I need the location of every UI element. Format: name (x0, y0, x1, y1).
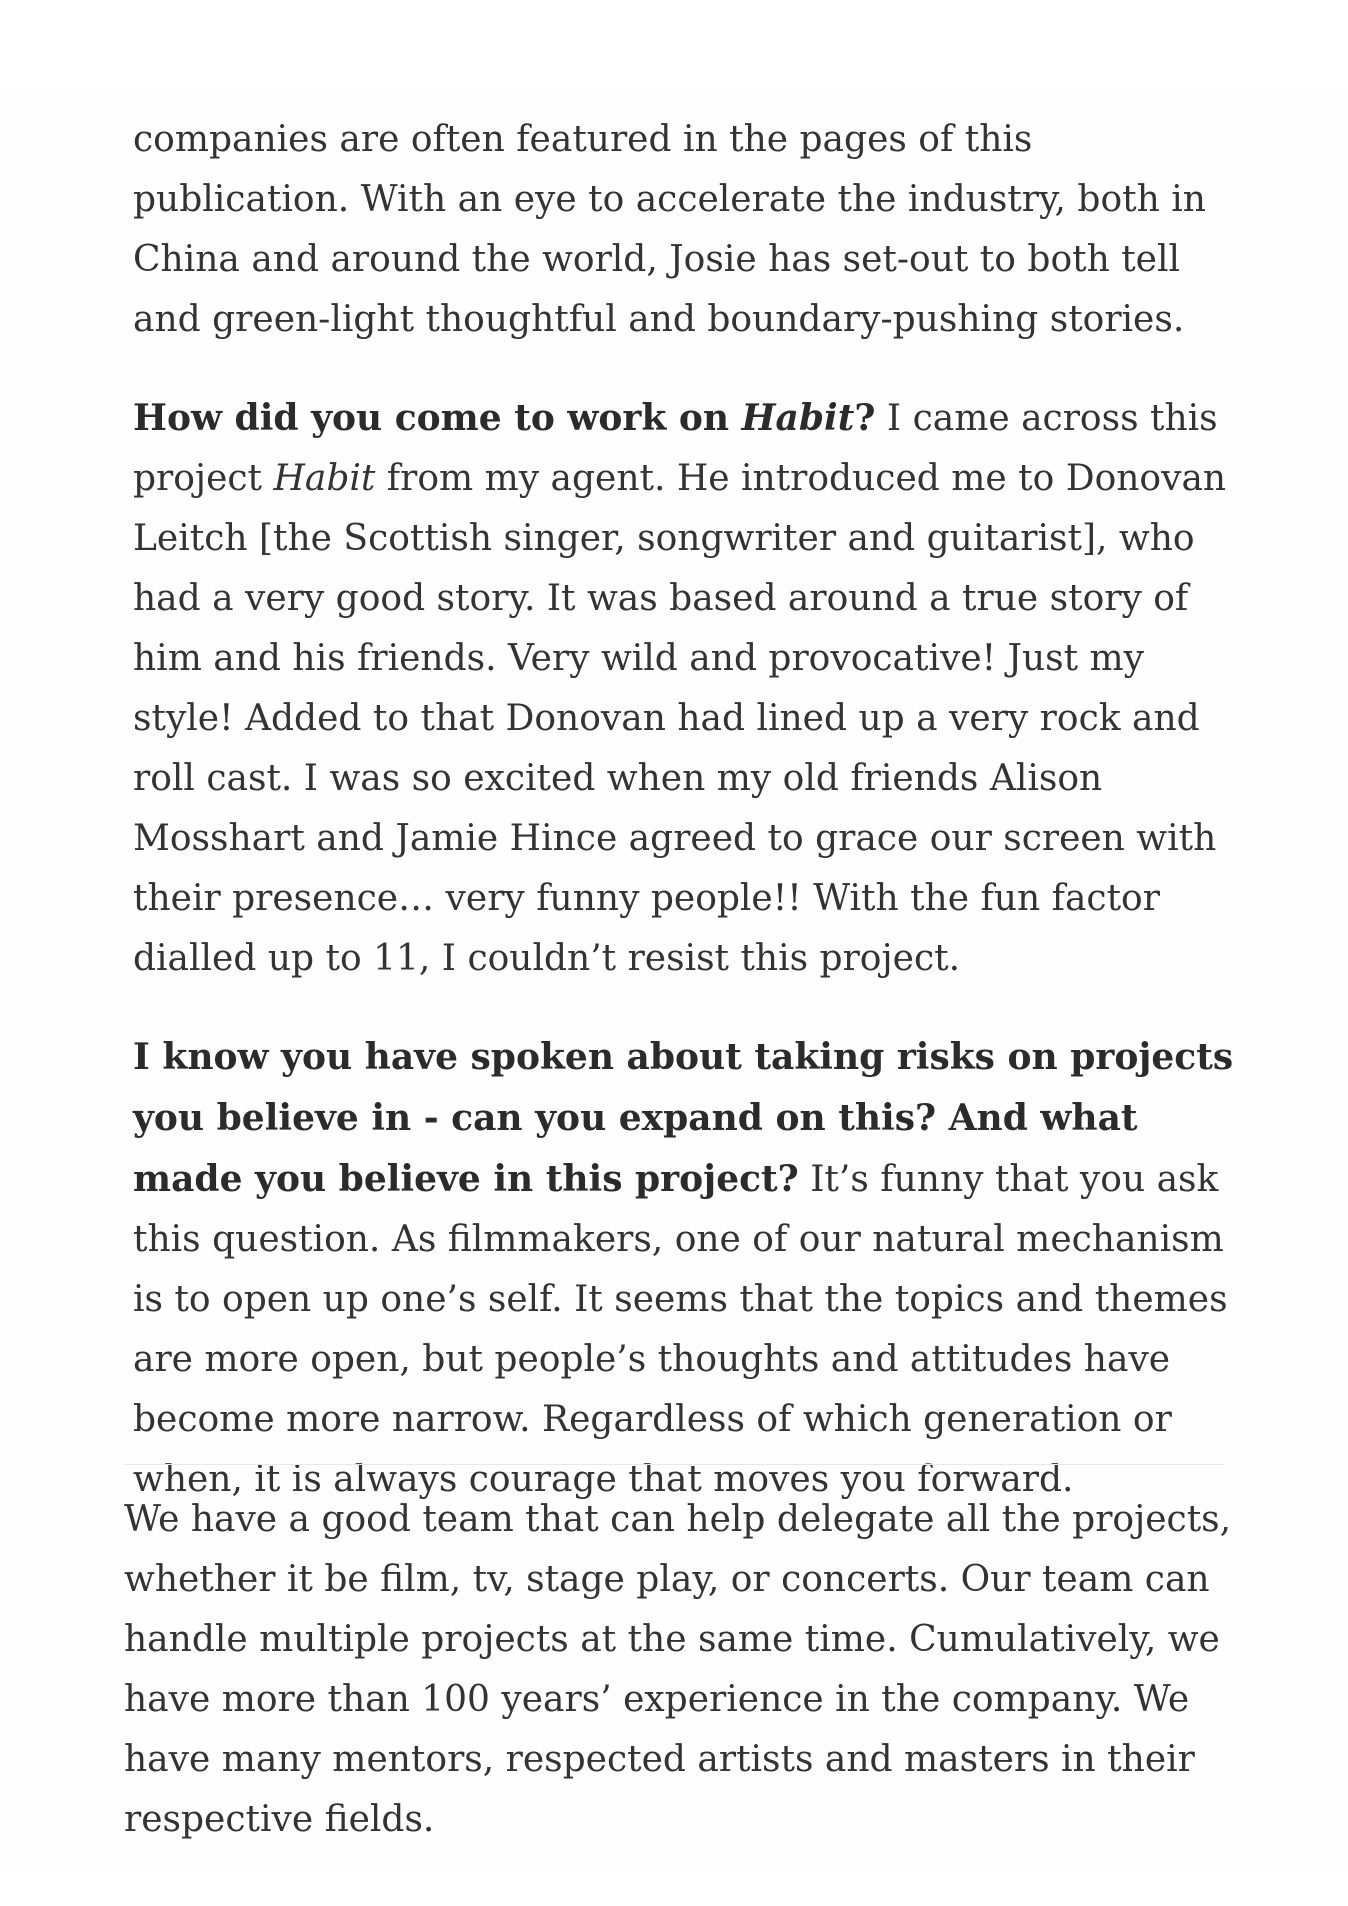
section-divider (124, 1464, 1224, 1465)
qa-block-habit (133, 388, 1253, 989)
answer-risks: It’s funny that you ask this question. As filmmakers, one of our natural mechanism is to open up one’s self. It seems that the topics and themes are more open, but people’s thoughts and attitudes have become more narrow. Regardless of which generation or when, it is always courage that moves you forward. (133, 1159, 1228, 1500)
pull-quote (124, 1490, 1254, 1850)
question-mark: ? (854, 397, 876, 439)
document-page (0, 90, 1348, 1870)
pull-quote-text: We have a good team that can help delegate all the projects, whether it be film, tv, stage play, or concerts. Our team can handle multiple projects at the same time. Cumulatively, we have more than 100 years’ experience in the company. We have many mentors, respected artists and masters in their respective fields. (124, 1499, 1232, 1840)
film-title: Habit (741, 397, 855, 439)
question-risks: I know you have spoken about taking risks on projects you believe in - can you expand on this? And what made you believe in this project? (133, 1036, 1234, 1200)
film-title: Habit (273, 458, 376, 499)
intro-paragraph (133, 110, 1253, 350)
answer-text-start: I came across this project (133, 398, 1218, 499)
qa-block-risks (133, 1027, 1253, 1510)
question-habit (133, 397, 875, 439)
question-text: How did you come to work on (133, 397, 742, 439)
intro-text: companies are often featured in the pages of this publication. With an eye to accelerate the industry, both in China and around the world, Josie has set-out to both tell and green-light thoughtful and boundary-pushing stories. (133, 119, 1206, 340)
answer-text: from my agent. He introduced me to Donovan Leitch [the Scottish singer, songwriter and guitarist], who had a very good story. It was based around a true story of him and his friends. Very wild and provocative! Just my style! Added to that Donovan had lined up a very rock and roll cast. I was so excited when my old friends Alison Mosshart and Jamie Hince agreed to grace our screen with their presence… very funny people!! With the fun factor dialled up to 11, I couldn’t resist this project. (133, 458, 1227, 979)
article-body (133, 110, 1253, 1548)
